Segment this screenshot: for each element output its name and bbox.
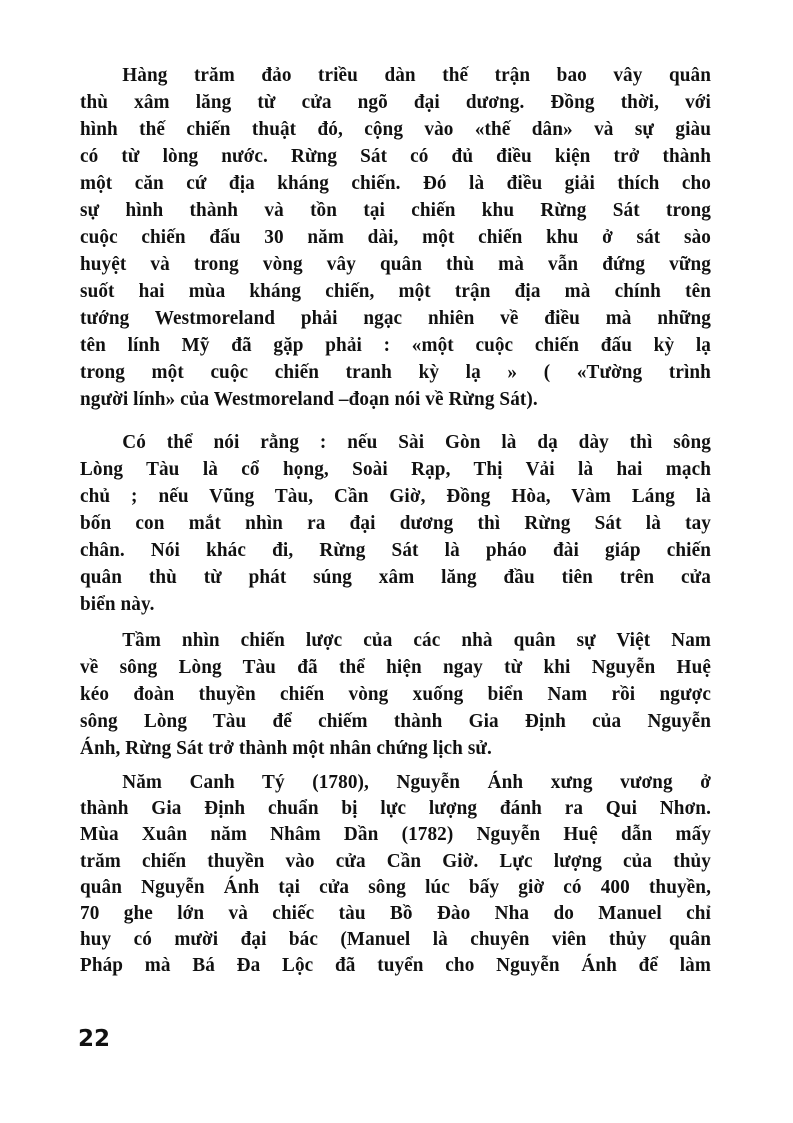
text-line: Ánh, Rừng Sát trở thành một nhân chứng lịch sử.	[80, 737, 492, 759]
text-line: người lính» của Westmoreland –đoạn nói về Rừng Sát).	[80, 388, 538, 410]
paragraph-4	[80, 769, 712, 979]
text-line: huy có mười đại bác (Manuel là chuyên viên thủy quân	[80, 928, 711, 951]
text-line: chân. Nói khác đi, Rừng Sát là pháo đài giáp chiến	[80, 539, 711, 561]
text-line: quân thù từ phát súng xâm lăng đầu tiên trên cửa	[80, 566, 711, 588]
text-line: Có thể nói rằng : nếu Sài Gòn là dạ dày thì sông	[122, 431, 711, 453]
text-line: trăm chiến thuyền vào cửa Cần Giờ. Lực lượng của thủy	[80, 849, 711, 872]
text-line: cuộc chiến đấu 30 năm dài, một chiến khu ở sát sào	[80, 226, 711, 248]
text-line: Lòng Tàu là cổ họng, Soài Rạp, Thị Vải là hai mạch	[80, 458, 711, 480]
text-line: Hàng trăm đảo triều dàn thế trận bao vây quân	[122, 64, 711, 86]
text-line: sự hình thành và tồn tại chiến khu Rừng Sát trong	[80, 199, 711, 221]
text-line: kéo đoàn thuyền chiến vòng xuống biển Nam rồi ngược	[80, 683, 711, 705]
text-line: một căn cứ địa kháng chiến. Đó là điều giải thích cho	[80, 172, 711, 194]
paragraph-1	[80, 62, 712, 413]
text-line: sông Lòng Tàu để chiếm thành Gia Định của Nguyễn	[80, 710, 711, 732]
paragraph-3	[80, 627, 712, 762]
text-line: hình thế chiến thuật đó, cộng vào «thế dân» và sự giàu	[80, 118, 711, 140]
text-line: về sông Lòng Tàu đã thể hiện ngay từ khi Nguyễn Huệ	[80, 656, 711, 678]
text-line: Mùa Xuân năm Nhâm Dần (1782) Nguyễn Huệ dẫn mấy	[80, 823, 711, 846]
text-line: 70 ghe lớn và chiếc tàu Bồ Đào Nha do Manuel chỉ	[80, 901, 711, 924]
text-line: tên lính Mỹ đã gặp phải : «một cuộc chiến đấu kỳ lạ	[80, 334, 711, 356]
text-line: huyệt và trong vòng vây quân thù mà vẫn đứng vững	[80, 253, 711, 275]
paragraph-2	[80, 429, 712, 618]
text-line: có từ lòng nước. Rừng Sát có đủ điều kiện trở thành	[80, 145, 711, 167]
text-line: chủ ; nếu Vũng Tàu, Cần Giờ, Đồng Hòa, Vàm Láng là	[80, 485, 711, 507]
text-line: trong một cuộc chiến tranh kỳ lạ » ( «Tường trình	[80, 361, 711, 383]
text-line: quân Nguyễn Ánh tại cửa sông lúc bấy giờ có 400 thuyền,	[80, 875, 711, 898]
text-line: Năm Canh Tý (1780), Nguyễn Ánh xưng vương ở	[122, 771, 711, 793]
text-line: thù xâm lăng từ cửa ngõ đại dương. Đồng thời, với	[80, 91, 711, 113]
text-line: thành Gia Định chuẩn bị lực lượng đánh ra Qui Nhơn.	[80, 797, 711, 820]
text-line: Pháp mà Bá Đa Lộc đã tuyển cho Nguyễn Ánh để làm	[80, 954, 711, 977]
text-line: tướng Westmoreland phải ngạc nhiên về điều mà những	[80, 307, 711, 329]
page-number: 22	[78, 1026, 111, 1052]
text-line: biển này.	[80, 593, 155, 615]
text-line: Tầm nhìn chiến lược của các nhà quân sự Việt Nam	[122, 629, 711, 651]
text-line: suốt hai mùa kháng chiến, một trận địa mà chính tên	[80, 280, 711, 302]
text-line: bốn con mắt nhìn ra đại dương thì Rừng Sát là tay	[80, 512, 711, 534]
